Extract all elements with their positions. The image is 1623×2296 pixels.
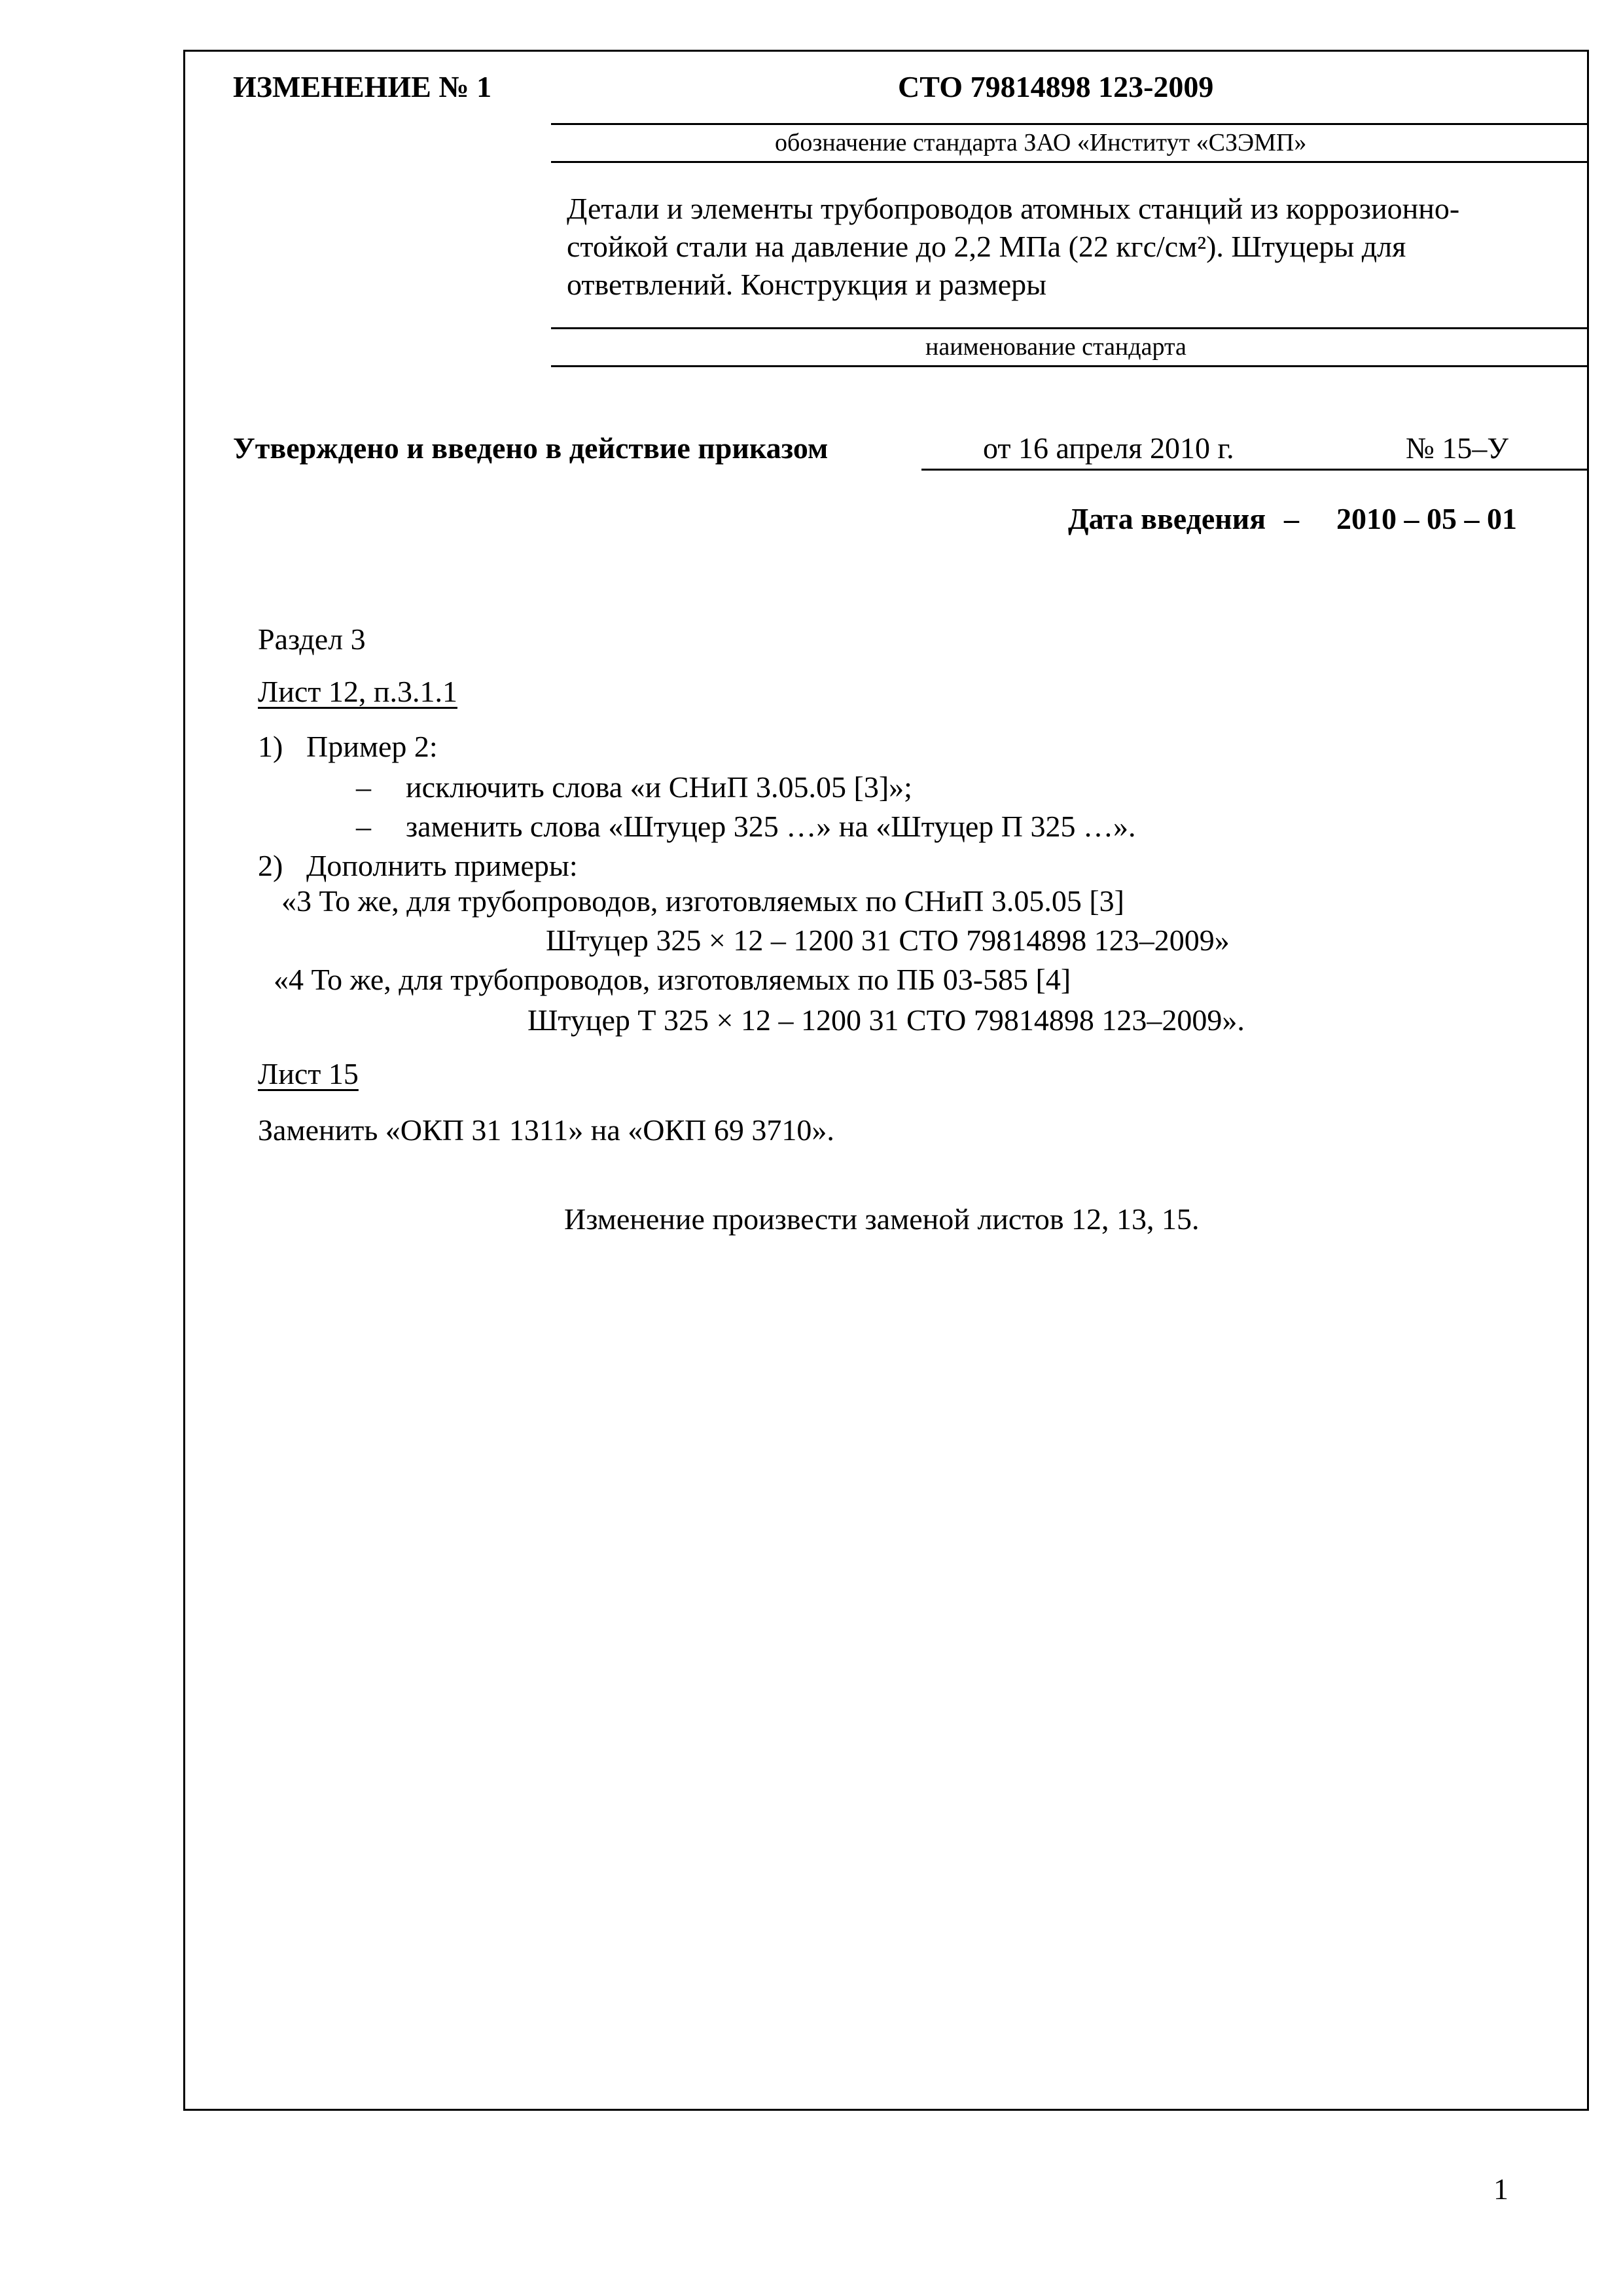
approval-number: № 15–У xyxy=(1406,431,1508,465)
intro-date-value: 2010 – 05 – 01 xyxy=(1336,502,1517,535)
item-2-number: 2) xyxy=(258,849,283,882)
item-2-label: Дополнить примеры: xyxy=(306,849,578,882)
standard-title-line-3: ответвлений. Конструкция и размеры xyxy=(567,268,1047,301)
approval-date: от 16 апреля 2010 г. xyxy=(983,431,1234,465)
approval-line xyxy=(921,469,1589,471)
page-number: 1 xyxy=(1493,2172,1508,2206)
example-3-line-1: «3 То же, для трубопроводов, изготовляемых по СНиП 3.05.05 [3] xyxy=(281,884,1124,918)
intro-date-dash: – xyxy=(1284,502,1299,535)
replace-okp-text: Заменить «ОКП 31 1311» на «ОКП 69 3710». xyxy=(258,1113,834,1147)
designation-caption: обозначение стандарта ЗАО «Институт «СЗЭМП» xyxy=(775,129,1307,156)
item-1-label: Пример 2: xyxy=(306,730,438,763)
example-4-line-2: Штуцер Т 325 × 12 – 1200 31 СТО 79814898 123–2009». xyxy=(527,1003,1245,1037)
sheet-12-heading: Лист 12, п.3.1.1 xyxy=(258,675,457,708)
final-note: Изменение произвести заменой листов 12, 13, 15. xyxy=(564,1202,1200,1236)
item-1-number: 1) xyxy=(258,730,283,763)
section-heading: Раздел 3 xyxy=(258,622,366,656)
item-1-sub-1: исключить слова «и СНиП 3.05.05 [3]»; xyxy=(406,770,912,804)
name-line xyxy=(551,327,1589,329)
standard-code: СТО 79814898 123-2009 xyxy=(898,70,1214,103)
designation-bottom-line xyxy=(551,161,1589,163)
bullet-dash: – xyxy=(356,770,371,804)
example-4-line-1: «4 То же, для трубопроводов, изготовляемых по ПБ 03-585 [4] xyxy=(274,963,1071,996)
standard-title-line-1: Детали и элементы трубопроводов атомных станций из коррозионно- xyxy=(567,192,1460,225)
item-1-sub-2: заменить слова «Штуцер 325 …» на «Штуцер П 325 …». xyxy=(406,810,1136,843)
name-bottom-line xyxy=(551,365,1589,367)
designation-line xyxy=(551,123,1589,125)
sheet-15-heading: Лист 15 xyxy=(258,1057,359,1090)
name-caption: наименование стандарта xyxy=(925,333,1186,361)
standard-title-line-2: стойкой стали на давление до 2,2 МПа (22 кгс/см²). Штуцеры для xyxy=(567,230,1406,263)
change-number: ИЗМЕНЕНИЕ № 1 xyxy=(233,70,492,103)
approval-label: Утверждено и введено в действие приказом xyxy=(233,431,829,465)
intro-date-label: Дата введения xyxy=(1068,502,1266,535)
page-frame xyxy=(183,50,1589,2111)
bullet-dash: – xyxy=(356,810,371,843)
example-3-line-2: Штуцер 325 × 12 – 1200 31 СТО 79814898 123–2009» xyxy=(546,924,1230,957)
